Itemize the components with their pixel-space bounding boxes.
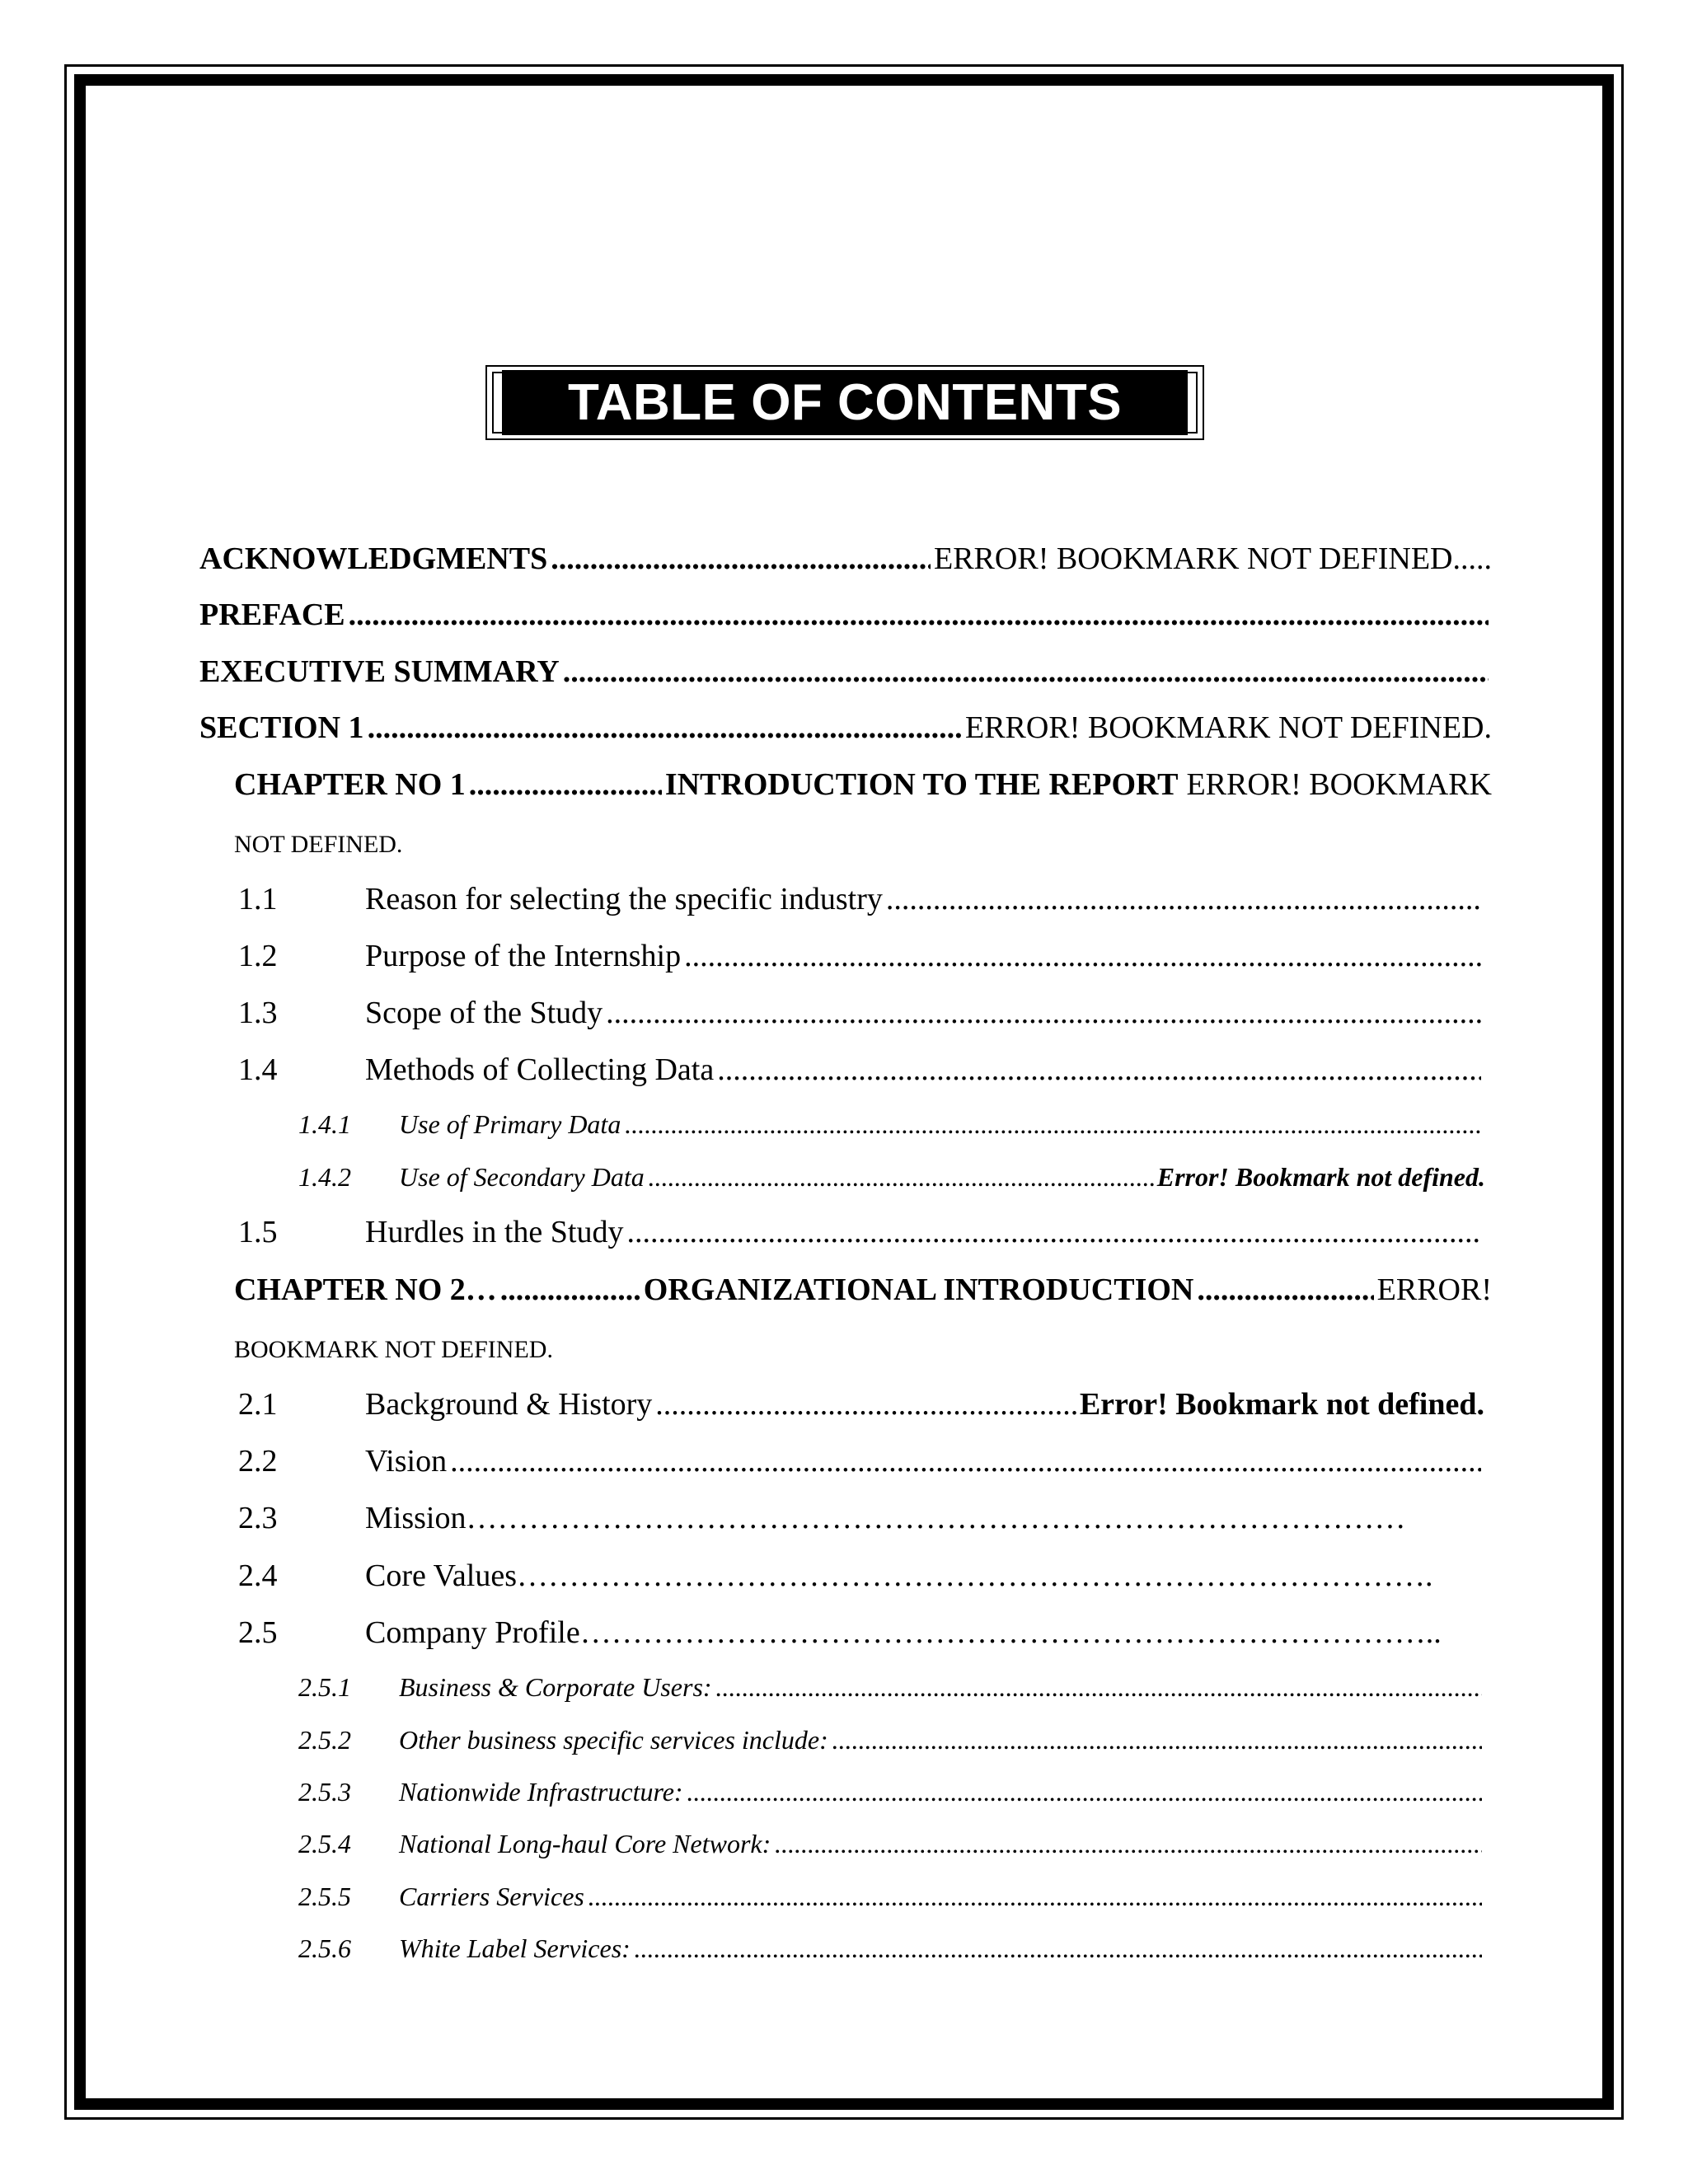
entry-number: 2.5.3 — [298, 1777, 351, 1807]
entry-page: ERROR! BOOKMARK NOT DEFINED. — [965, 710, 1492, 745]
entry-label: CHAPTER NO 1 — [234, 767, 466, 802]
dot-leader — [774, 1829, 1482, 1859]
entry-number: 2.5.5 — [298, 1882, 351, 1911]
toc-entry-preface[interactable] — [199, 597, 1492, 633]
dot-leader — [551, 541, 931, 577]
entry-label: Mission……………………………………………………………………………… — [365, 1501, 1406, 1535]
entry-number: 2.5.6 — [298, 1933, 351, 1963]
entry-label: Background & History — [365, 1387, 653, 1422]
entry-number: 2.2 — [238, 1444, 278, 1479]
entry-label: Nationwide Infrastructure: — [399, 1777, 683, 1807]
toc-entry-2-5[interactable] — [238, 1615, 1484, 1651]
dot-leader — [1197, 1272, 1373, 1308]
entry-number: 2.4 — [238, 1558, 278, 1593]
toc-entry-2-5-2[interactable] — [298, 1725, 1485, 1755]
toc-entry-2-5-5[interactable] — [298, 1882, 1485, 1912]
toc-entry-acknowledgments[interactable] — [199, 541, 1492, 577]
dot-leader — [469, 766, 662, 803]
entry-page-continued: BOOKMARK NOT DEFINED. — [234, 1336, 553, 1363]
toc-entry-1-4[interactable] — [238, 1052, 1484, 1088]
toc-entry-1-5[interactable] — [238, 1214, 1484, 1250]
toc-entry-2-1[interactable] — [238, 1386, 1484, 1422]
toc-entry-1-3[interactable] — [238, 995, 1484, 1031]
entry-number: 1.4.2 — [298, 1162, 351, 1192]
dot-leader — [717, 1052, 1481, 1088]
entry-number: 2.1 — [238, 1387, 278, 1422]
dot-leader — [349, 597, 1489, 633]
toc-entry-1-4-2[interactable] — [298, 1162, 1485, 1193]
entry-label: Methods of Collecting Data — [365, 1052, 715, 1087]
entry-number: 1.3 — [238, 996, 278, 1030]
dot-leader — [684, 938, 1481, 974]
toc-entry-2-5-1[interactable] — [298, 1672, 1485, 1703]
toc-entry-2-5-6[interactable] — [298, 1933, 1485, 1964]
dot-leader — [832, 1725, 1482, 1755]
entry-number: 1.4 — [238, 1052, 278, 1087]
dot-leader — [606, 995, 1481, 1031]
entry-label: Core Values……………………………………………………………………………. — [365, 1558, 1433, 1593]
entry-page: ERROR! — [1376, 1272, 1492, 1307]
toc-entry-1-1[interactable] — [238, 881, 1484, 917]
entry-page: ERROR! BOOKMARK — [1186, 767, 1492, 802]
entry-page: Error! Bookmark not defined. — [1156, 1162, 1485, 1192]
entry-number: 2.5.4 — [298, 1829, 351, 1858]
toc-entry-2-5-3[interactable] — [298, 1777, 1485, 1807]
entry-label: White Label Services: — [399, 1933, 631, 1963]
dot-leader — [624, 1109, 1482, 1140]
entry-label: Hurdles in the Study — [365, 1215, 624, 1249]
toc-entry-executive-summary[interactable] — [199, 654, 1492, 690]
entry-label: Use of Primary Data — [399, 1109, 621, 1139]
toc-entry-2-4[interactable] — [238, 1558, 1484, 1594]
toc-entry-chapter-1[interactable] — [234, 766, 1492, 803]
entry-label: Use of Secondary Data — [399, 1162, 645, 1192]
entry-page-continued: NOT DEFINED. — [234, 831, 403, 858]
entry-label: Reason for selecting the specific industry — [365, 882, 883, 916]
entry-title: INTRODUCTION TO THE REPORT — [664, 767, 1179, 802]
entry-number: 1.5 — [238, 1215, 278, 1249]
dot-leader — [715, 1672, 1482, 1703]
entry-number: 1.2 — [238, 939, 278, 973]
dot-leader — [450, 1443, 1481, 1479]
entry-number: 1.1 — [238, 882, 278, 916]
dot-leader — [563, 654, 1489, 690]
entry-label: PREFACE — [199, 598, 345, 632]
dot-leader — [886, 881, 1481, 917]
dot-leader — [626, 1214, 1481, 1250]
entry-number: 2.5 — [238, 1615, 278, 1650]
entry-label: Company Profile……………………………………………………………………….. — [365, 1615, 1442, 1650]
dot-leader — [687, 1777, 1482, 1807]
toc-entry-section-1[interactable] — [199, 710, 1492, 746]
toc-title-box — [485, 365, 1204, 440]
toc-entry-2-2[interactable] — [238, 1443, 1484, 1479]
entry-label: SECTION 1 — [199, 710, 364, 745]
entry-label: Purpose of the Internship — [365, 939, 682, 973]
toc-entry-1-2[interactable] — [238, 938, 1484, 974]
dot-leader — [648, 1162, 1154, 1193]
entry-label: Vision — [365, 1444, 448, 1479]
toc-entry-chapter-2[interactable] — [234, 1272, 1492, 1308]
toc-entry-2-5-4[interactable] — [298, 1829, 1485, 1859]
toc-title: TABLE OF CONTENTS — [502, 370, 1188, 435]
dot-leader — [655, 1386, 1076, 1422]
entry-label: CHAPTER NO 2… — [234, 1272, 497, 1307]
toc-entry-1-4-1[interactable] — [298, 1109, 1485, 1140]
dot-leader — [500, 1272, 640, 1308]
entry-label: Scope of the Study — [365, 996, 603, 1030]
entry-number: 2.3 — [238, 1501, 278, 1535]
entry-title: ORGANIZATIONAL INTRODUCTION — [643, 1272, 1194, 1307]
entry-label: EXECUTIVE SUMMARY — [199, 654, 560, 689]
entry-label: Other business specific services include: — [399, 1725, 828, 1755]
entry-page: Error! Bookmark not defined. — [1079, 1387, 1484, 1422]
dot-leader — [368, 710, 962, 746]
entry-label: Business & Corporate Users: — [399, 1672, 712, 1702]
entry-page: ERROR! BOOKMARK NOT DEFINED..... — [934, 541, 1492, 576]
entry-number: 2.5.2 — [298, 1725, 351, 1755]
entry-label: National Long-haul Core Network: — [399, 1829, 771, 1858]
entry-label: ACKNOWLEDGMENTS — [199, 541, 548, 576]
dot-leader — [634, 1933, 1482, 1964]
entry-number: 2.5.1 — [298, 1672, 351, 1702]
entry-label: Carriers Services — [399, 1882, 584, 1911]
entry-number: 1.4.1 — [298, 1109, 351, 1139]
toc-entry-2-3[interactable] — [238, 1500, 1484, 1536]
dot-leader — [588, 1882, 1482, 1912]
